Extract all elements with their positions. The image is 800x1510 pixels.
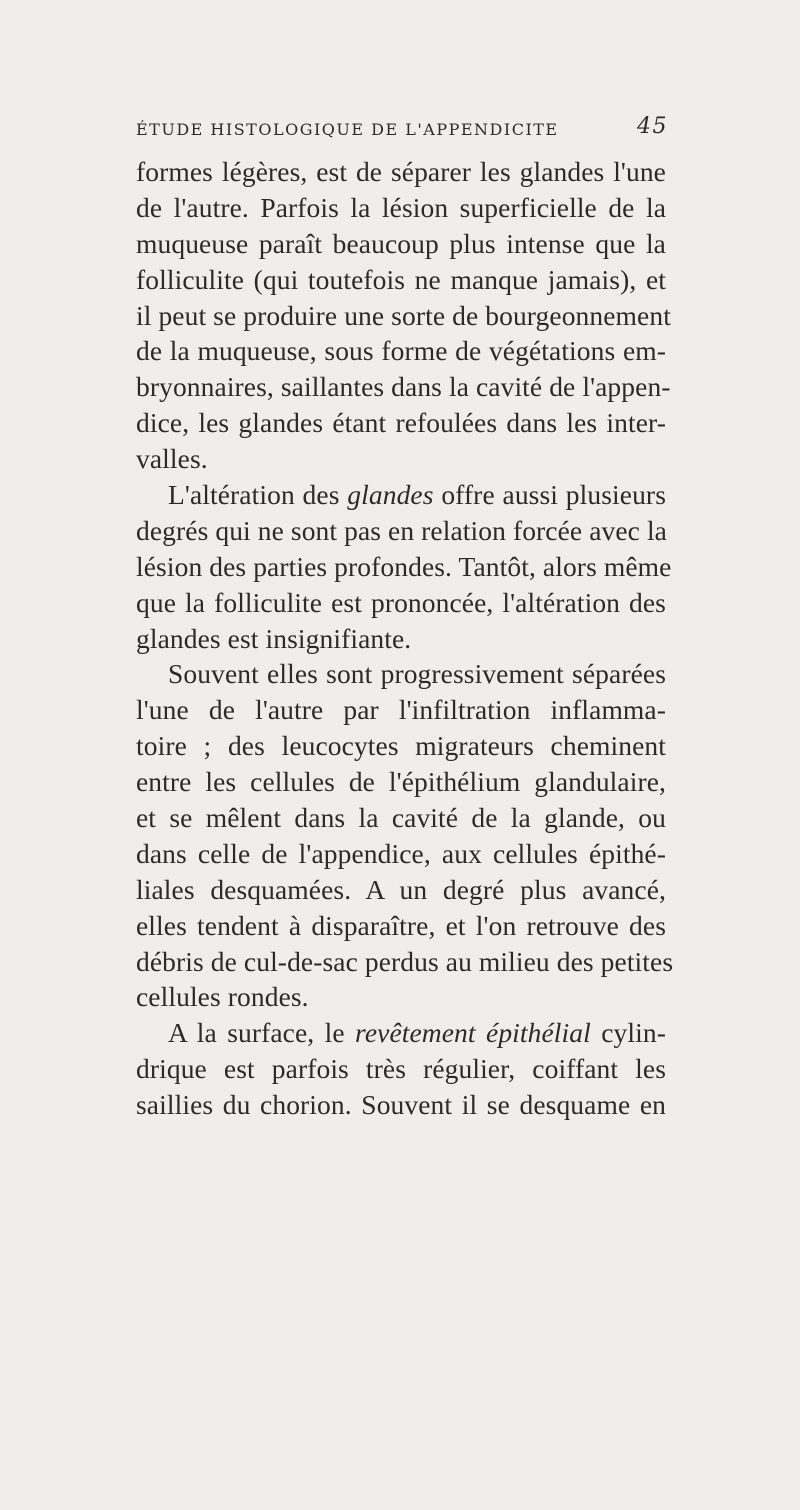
text-line: valles. <box>136 443 208 475</box>
text-line: dice, les glandes étant refoulées dans les inter- <box>136 407 666 439</box>
text-line <box>136 1015 666 1051</box>
text-line: Souvent elles sont progressivement séparées <box>168 658 666 690</box>
paragraph-1 <box>136 154 671 477</box>
text-line: formes légères, est de séparer les glandes l'une <box>136 156 666 187</box>
text-line: degrés qui ne sont pas en relation forcée avec la <box>136 514 667 546</box>
text-line <box>136 477 666 513</box>
text-line: toire ; des leucocytes migrateurs cheminent <box>136 730 666 762</box>
text-line: et se mêlent dans la cavité de la glande, ou <box>136 802 666 834</box>
text-run: offre aussi plusieurs <box>433 479 666 511</box>
text-run: A la surface, le <box>168 1017 356 1049</box>
text-run: L'altération des <box>168 479 348 511</box>
paragraph-4 <box>136 1015 666 1123</box>
text-line: elles tendent à disparaître, et l'on retrouve des <box>136 909 666 941</box>
text-line: glandes est insignifiante. <box>136 622 412 654</box>
text-line: muqueuse paraît beaucoup plus intense que la <box>136 227 666 259</box>
text-line: de l'autre. Parfois la lésion superficielle de la <box>136 191 666 223</box>
running-head: ÉTUDE HISTOLOGIQUE DE L'APPENDICITE <box>136 120 559 139</box>
text-line: drique est parfois très régulier, coiffant les <box>136 1053 666 1085</box>
italic-term: glandes <box>347 479 434 511</box>
text-line: cellules rondes. <box>136 981 309 1013</box>
text-line: l'une de l'autre par l'infiltration inflamma- <box>136 694 666 726</box>
paragraph-3 <box>136 656 674 1015</box>
text-line: débris de cul-de-sac perdus au milieu des petites <box>136 945 674 977</box>
text-line: saillies du chorion. Souvent il se desquame en <box>136 1089 666 1121</box>
text-line: de la muqueuse, sous forme de végétations em- <box>136 335 666 367</box>
text-line: entre les cellules de l'épithélium glandulaire, <box>136 766 666 798</box>
text-run: cylin- <box>590 1017 666 1049</box>
page-header <box>128 116 668 146</box>
text-line: dans celle de l'appendice, aux cellules épithé- <box>136 837 666 869</box>
text-line: il peut se produire une sorte de bourgeonnement <box>136 299 671 331</box>
paragraph-2 <box>136 477 672 656</box>
text-line: lésion des parties profondes. Tantôt, alors même <box>136 550 672 582</box>
text-line: que la folliculite est prononcée, l'altération des <box>136 586 666 618</box>
italic-term: revêtement épithélial <box>355 1017 591 1049</box>
page-number: 45 <box>637 114 668 139</box>
body-text <box>136 154 674 1123</box>
text-line: folliculite (qui toutefois ne manque jamais), et <box>136 263 666 295</box>
text-line: bryonnaires, saillantes dans la cavité de l'appen- <box>136 371 671 403</box>
text-line: liales desquamées. A un degré plus avancé, <box>136 873 666 905</box>
